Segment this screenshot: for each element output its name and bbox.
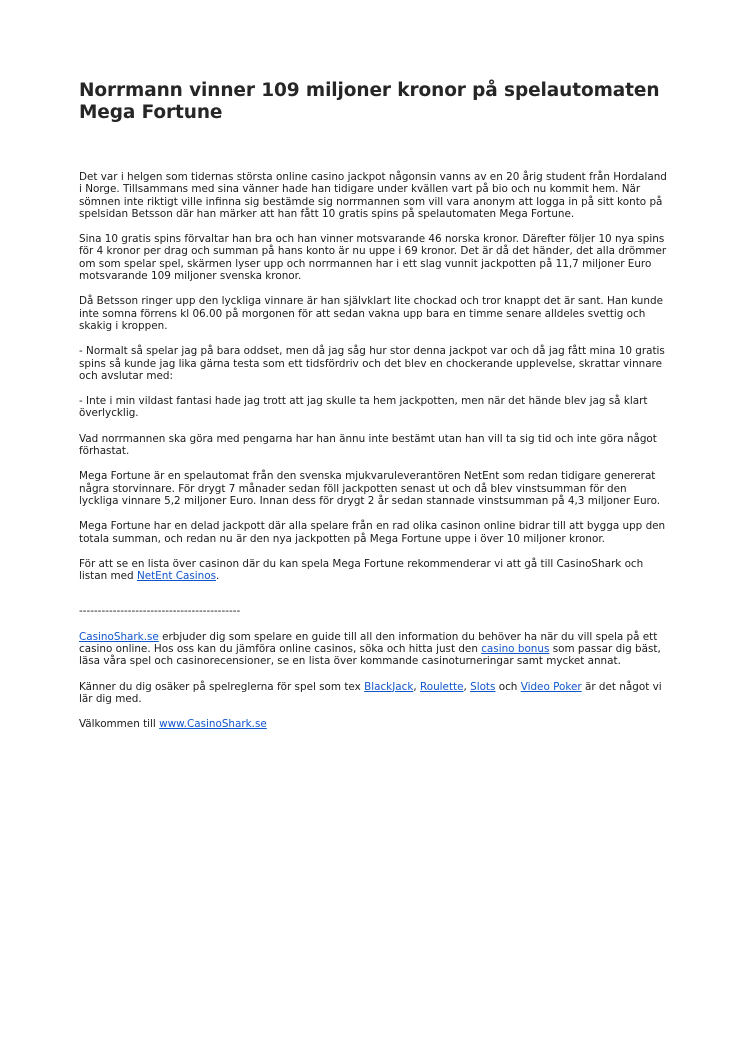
paragraph-11-text-2: är det något vi lär dig med. [79,680,662,705]
paragraph-1: Det var i helgen som tidernas största online casino jackpot någonsin vanns av en 20 årig student från Hordaland i Norge. Tillsammans med sina vänner hade han tidigare under kvällen vart på bio och nu kommit hem. När sömnen inte riktigt ville infinna sig bestämde sig norrmannen som vill vara anonym att logga in på sitt konto på spelsidan Betsson där han märker att han fått 10 gratis spins på spelautomaten Mega Fortune. [79,171,667,220]
paragraph-11-sep-2: , [463,680,471,693]
paragraph-2: Sina 10 gratis spins förvaltar han bra och han vinner motsvarande 46 norska kronor. Därefter följer 10 nya spins för 4 kronor per drag och summan på hans konto är nu uppe i 69 kronor. Det är då det händer, det alla drömmer om som spelar spel, skärmen lyser upp och norrmannen har i ett slag vunnit jackpotten på 11,7 miljoner Euro motsvarande 109 miljoner svenska kronor. [79,233,667,283]
paragraph-11-sep-3: och [495,680,521,693]
paragraph-6: Vad norrmannen ska göra med pengarna har han ännu inte bestämt utan han vill ta sig tid och inte göra något förhastat. [79,432,657,458]
paragraph-10 [79,631,669,668]
paragraph-12 [79,718,669,730]
paragraph-3: Då Betsson ringer upp den lyckliga vinnare är han självklart lite chockad och tror knappt det är sant. Han kunde inte somna förrens kl 06.00 på morgonen för att sedan vakna upp bara en timme senare alldeles svettig och skakig i kroppen. [79,295,663,332]
video-poker-link[interactable]: Video Poker [520,680,582,693]
paragraph-11 [79,681,669,706]
roulette-link[interactable]: Roulette [419,680,464,693]
paragraph-9-text: För att se en lista över casinon där du kan spela Mega Fortune rekommenderar vi att gå till CasinoShark och listan med [79,557,644,583]
paragraph-11-text-1: Känner du dig osäker på spelreglerna för spel som tex [79,680,365,693]
casino-bonus-link[interactable]: casino bonus [481,643,550,656]
paragraph-12-text: Välkommen till [79,718,160,731]
blackjack-link[interactable]: BlackJack [364,680,414,693]
paragraph-10-text-2: som passar dig bäst, läsa våra spel och casinorecensioner, se en lista över kommande casinoturneringar samt mycket annat. [79,643,661,668]
separator-line: ------------------------------------------- [79,605,241,618]
paragraph-8: Mega Fortune har en delad jackpott där alla spelare från en rad olika casinon online bidrar till att bygga upp den totala summan, och redan nu är den nya jackpotten på Mega Fortune uppe i över 10 miljoner kronor. [79,520,666,545]
casinoshark-link[interactable]: CasinoShark.se [79,630,159,643]
article-title: Norrmann vinner 109 miljoner kronor på spelautomaten Mega Fortune [79,80,660,123]
paragraph-11-sep-1: , [413,680,420,693]
paragraph-10-text-1: erbjuder dig som spelare en guide till all den information du behöver ha när du vill spela på ett casino online. Hos oss kan du jämföra online casinos, söka och hitta just den [79,630,658,656]
paragraph-4-quote: - Normalt så spelar jag på bara oddset, men då jag såg hur stor denna jackpot var och då jag fått mina 10 gratis spins så kunde jag lika gärna testa som ett tidsfördriv och det blev en chockerande upplevelse, skrattar vinnare och avslutar med: [79,345,665,382]
paragraph-9-end: . [215,570,220,583]
paragraph-5-quote: - Inte i min vildast fantasi hade jag trott att jag skulle ta hem jackpotten, men när det hände blev jag så klart överlycklig. [79,395,648,420]
casinoshark-site-link[interactable]: www.CasinoShark.se [159,718,267,731]
slots-link[interactable]: Slots [470,680,496,693]
paragraph-9 [79,558,669,583]
netent-casinos-link[interactable]: NetEnt Casinos [136,570,216,583]
paragraph-7: Mega Fortune är en spelautomat från den svenska mjukvaruleverantören NetEnt som redan tidigare genererat några storvinnare. För drygt 7 månader sedan föll jackpotten senast ut och då blev vinstsumman för den lyckliga vinnare 5,2 miljoner Euro. Innan dess för drygt 2 år sedan stannade vinstsumman på 4,3 miljoner Euro. [79,470,661,507]
article-body [79,171,669,731]
document-page [79,80,669,744]
